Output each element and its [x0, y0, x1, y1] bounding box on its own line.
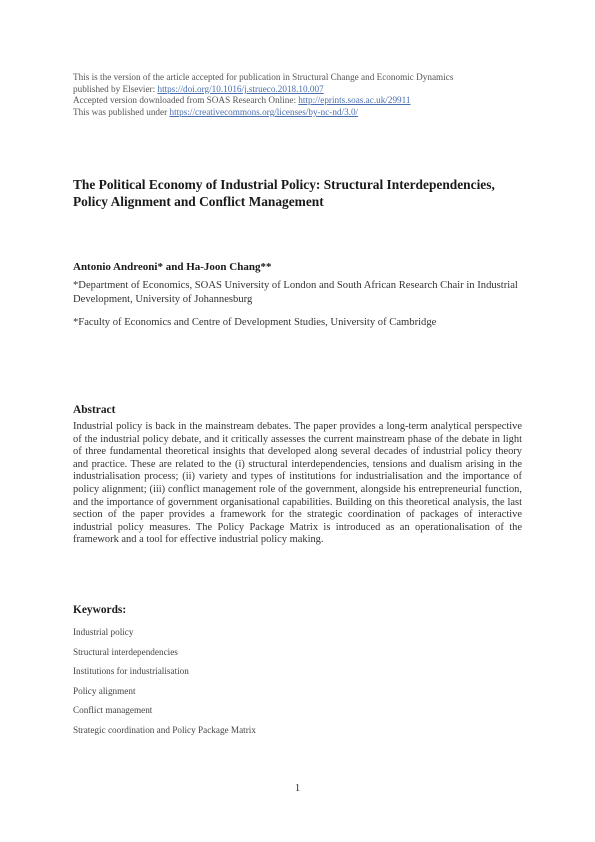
notice-line-1: This is the version of the article accepted for publication in Structural Change and Economic Dynamics [73, 72, 454, 82]
keyword-item: Institutions for industrialisation [73, 666, 189, 677]
license-link[interactable]: https://creativecommons.org/licenses/by-nc-nd/3.0/ [169, 106, 359, 117]
page-number: 1 [294, 782, 301, 794]
author-line: Antonio Andreoni* and Ha-Joon Chang** [73, 261, 272, 273]
keywords-list [73, 627, 256, 745]
notice-line-2-prefix: published by Elsevier: [73, 83, 158, 94]
notice-line-2 [73, 84, 453, 96]
abstract-heading: Abstract [73, 404, 116, 416]
keyword-item: Policy alignment [73, 685, 136, 696]
keyword-item: Industrial policy [73, 627, 134, 637]
publication-notice [73, 72, 453, 118]
affiliation-2: *Faculty of Economics and Centre of Development Studies, University of Cambridge [73, 317, 437, 328]
notice-line-4 [73, 107, 453, 119]
doi-link[interactable]: https://doi.org/10.1016/j.strueco.2018.10.007 [157, 83, 324, 94]
keyword-item: Strategic coordination and Policy Package Matrix [73, 724, 256, 735]
soas-eprints-link[interactable]: http://eprints.soas.ac.uk/29911 [298, 95, 411, 106]
keyword-item: Conflict management [73, 705, 153, 716]
keyword-item: Structural interdependencies [73, 646, 178, 657]
notice-line-3 [73, 95, 453, 107]
notice-line-4-prefix: This was published under [73, 106, 170, 117]
keywords-heading: Keywords: [73, 604, 127, 616]
paper-title: The Political Economy of Industrial Policy: Structural Interdependencies, Policy Alignment and Conflict Management [73, 177, 495, 209]
abstract-body: Industrial policy is back in the mainstream debates. The paper provides a long-term analytical perspective of the industrial policy debate, and it critically assesses the current mainstream phase of the debate in light of three fundamental theoretical insights that developed along several decades of industrial policy theory and practice. These are related to the (i) structural interdependencies, tensions and dualism arising in the industrialisation process; (ii) variety and types of institutions for industrialisation and the importance of policy alignment; (iii) conflict management role of the government, alongside his entrepreneurial function, and the importance of government organisational capabilities. Building on this theoretical analysis, the last section of the paper provides a framework for the strategic coordination of packages of interactive industrial policy measures. The Policy Package Matrix is introduced as an operationalisation of the framework and a tool for effective industrial policy making. [73, 421, 522, 546]
notice-line-3-prefix: Accepted version downloaded from SOAS Research Online: [73, 95, 299, 106]
affiliation-1: *Department of Economics, SOAS University of London and South African Research Chair in Industrial Development, University of Johannesburg [73, 280, 518, 306]
